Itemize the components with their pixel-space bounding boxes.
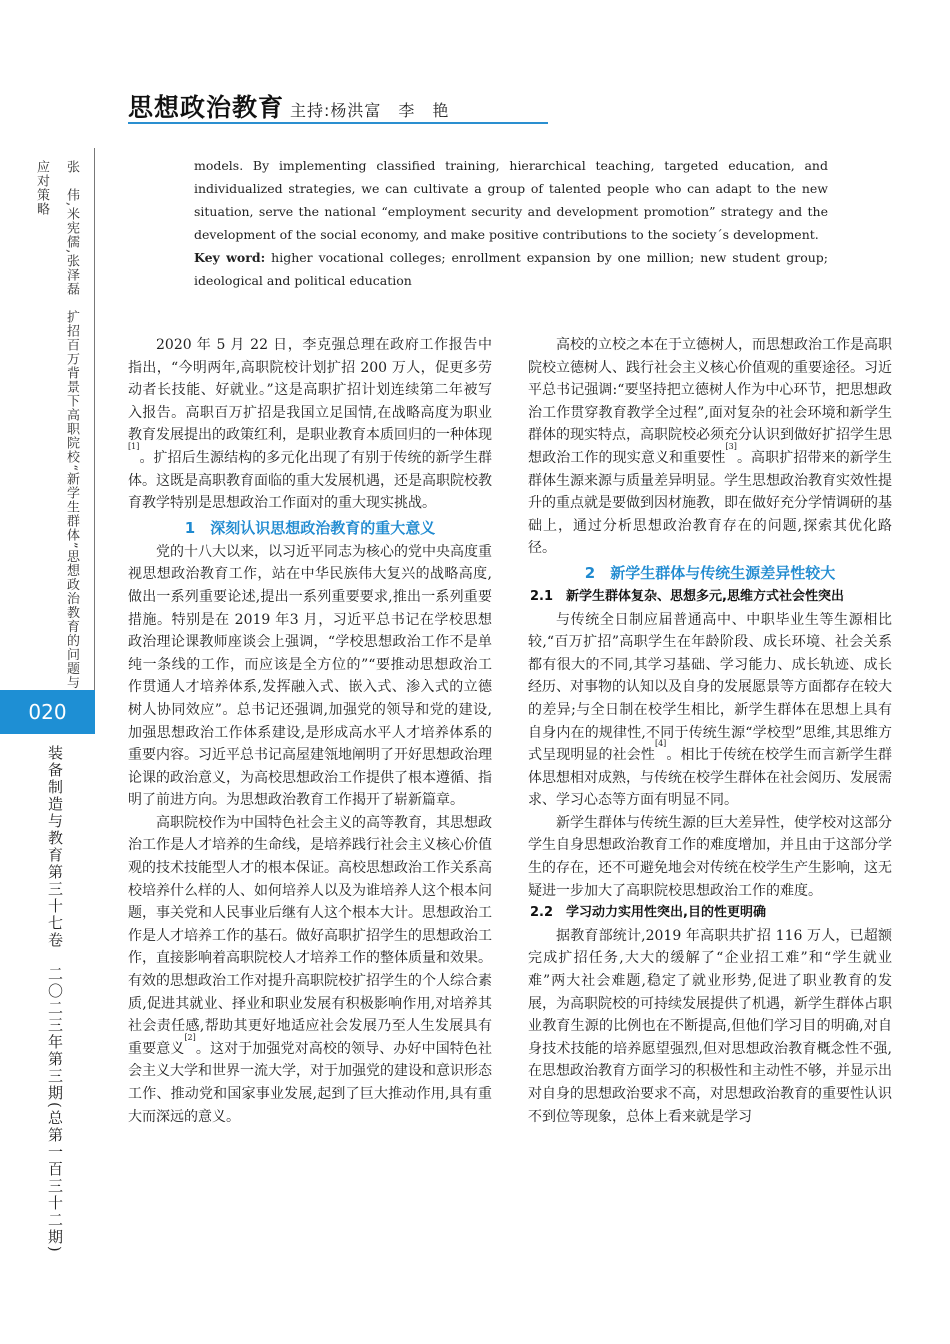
sidebar-article-title: 张 伟,米宪儒,张泽磊 扩招百万背景下高职院校“新学生群体”思想政治教育的问题与应对策略 bbox=[34, 160, 79, 690]
right-column bbox=[528, 334, 892, 1128]
paragraph: 据教育部统计,2019 年高职共扩招 116 万人，已超额完成扩招任务,大大的缓解了“企业招工难”和“学生就业难”两大社会难题,稳定了就业形势,促进了职业教育的发展，为高职院校的可持续发展提供了机遇，新学生群体占职业教育生源的比例也在不断提高,但他们学习目的明确,对自身技术技能的培养愿望强烈,但对思想政治教育概念性不强,在思想政治教育方面学习的积极性和主动性不够，并显示出对自身的思想政治要求不高，对思想政治教育的重要性认识不到位等现象，总体上看来就是学习 bbox=[528, 927, 892, 1125]
header-rule bbox=[128, 122, 548, 124]
citation: [3] bbox=[725, 441, 737, 451]
paragraph bbox=[528, 334, 892, 560]
paragraph: 新学生群体与传统生源的巨大差异性，使学校对这部分学生自身思想政治教育工作的难度增加，并且由于这部分学生的存在，还不可避免地会对传统在校学生产生影响，这无疑进一步加大了高职院校思想政治工作的难度。 bbox=[528, 814, 892, 899]
paragraph-text: 高职院校作为中国特色社会主义的高等教育，其思想政治工作是人才培养的生命线，是培养践行社会主义核心价值观的技术技能型人才的根本保证。高校思想政治工作关系高校培养什么样的人、如何培养人以及为谁培养人这个根本问题，事关党和人民事业后继有人这个根本大计。思想政治工作是人才培养工作的基石。做好高职扩招学生的思想政治工作，直接影响着高职院校人才培养工作的整体质量和效果。有效的思想政治工作对提升高职院校扩招学生的个人综合素质,促进其就业、择业和职业发展有积极影响作用,对培养其社会责任感,帮助其更好地适应社会发展乃至人生发展具有重要意义 bbox=[128, 814, 492, 1057]
page-number: 020 bbox=[28, 700, 67, 724]
paragraph bbox=[128, 812, 492, 1128]
abstract-block bbox=[194, 154, 828, 292]
subsection-heading-2-2: 2.2 学习动力实用性突出,目的性更明确 bbox=[530, 905, 766, 921]
sidebar-divider bbox=[94, 148, 95, 693]
page-number-tab bbox=[0, 690, 95, 734]
citation: [4] bbox=[654, 739, 667, 749]
section-heading-1: 1 深刻认识思想政治教育的重大意义 bbox=[184, 518, 436, 537]
left-column bbox=[128, 334, 492, 1128]
subsection-heading-2-1: 2.1 新学生群体复杂、思想多元,思维方式社会性突出 bbox=[530, 588, 844, 604]
paragraph-text: 。这对于加强党对高校的领导、办好中国特色社会主义大学和世界一流大学，对于加强党的建设和意识形态工作、推动党和国家事业发展,起到了巨大推动作用,具有重大而深远的意义。 bbox=[128, 1040, 493, 1125]
keywords-text: higher vocational colleges; enrollment expansion by one million; new student group; ideological and political education bbox=[194, 250, 828, 288]
paragraph bbox=[528, 609, 892, 812]
paragraph bbox=[128, 334, 492, 515]
section-host: 主持:杨洪富 李 艳 bbox=[290, 101, 450, 120]
paragraph-text: 。扩招后生源结构的多元化出现了有别于传统的新学生群体。这既是高职教育面临的重大发展机遇，还是高职院校教育教学特别是思想政治工作面对的重大现实挑战。 bbox=[128, 449, 492, 512]
paragraph-text: 与传统全日制应届普通高中、中职毕业生等生源相比较,“百万扩招”高职学生在年龄阶段、成长环境、社会关系都有很大的不同,其学习基础、学习能力、成长轨迹、成长经历、对事物的认知以及自身的发展愿景等方面都存在较大的差异;与全日制在校学生相比，新学生群体在思想上具有自身内在的规律性,不同于传统生源“学校型”思维,其思维方式呈现明显的社会性 bbox=[528, 611, 892, 764]
citation: [2] bbox=[184, 1032, 196, 1042]
abstract-text: models. By implementing classified training, hierarchical teaching, targeted education, and individualized strategies, we can cultivate a group of talented people who can adapt to the new situation, serve the national “employment security and development promotion” strategy and the development of the social economy, and make positive contributions to the society´s development. bbox=[194, 158, 828, 242]
sidebar-journal-info: 装备制造与教育第三十七卷 二〇二三年第三期(总第一百三十二期) bbox=[46, 745, 64, 1254]
section-title: 思想政治教育 bbox=[128, 93, 285, 122]
paragraph-text: 。高职扩招带来的新学生群体生源来源与质量差异明显。学生思想政治教育实效性提升的重点就是要做到因材施教，即在做好充分学情调研的基础上，通过分析思想政治教育存在的问题,探索其优化路径。 bbox=[528, 449, 893, 557]
paragraph-text: 高校的立校之本在于立德树人，而思想政治工作是高职院校立德树人、践行社会主义核心价值观的重要途径。习近平总书记强调:“要坚持把立德树人作为中心环节，把思想政治工作贯穿教育教学全过程”,面对复杂的社会环境和新学生群体的现实特点，高职院校必须充分认识到做好扩招学生思想政治工作的现实意义和重要性 bbox=[528, 337, 892, 466]
keywords-line bbox=[194, 246, 828, 292]
paragraph-text: 。相比于传统在校学生而言新学生群体思想相对成熟，与传统在校学生群体在社会阅历、发展需求、学习心态等方面有明显不同。 bbox=[528, 747, 893, 809]
paragraph: 党的十八大以来，以习近平同志为核心的党中央高度重视思想政治教育工作，站在中华民族伟大复兴的战略高度,做出一系列重要论述,提出一系列重要要求,推出一系列重要措施。特别是在 2019 年3 月，习近平总书记在学校思想政治理论课教师座谈会上强调，“学校思想政治工作不是单纯一条线的工作，而应该是全方位的”“要推动思想政治工作贯通人才培养体系,发挥融入式、嵌入式、渗入式的立德树人协同效应”。总书记还强调,加强党的领导和党的建设,加强思想政治工作体系建设,是形成高水平人才培养体系的重要内容。习近平总书记高屋建瓴地阐明了开好思想政治理论课的政治意义，为高校思想政治工作提供了根本遵循、指明了前进方向。为思想政治教育工作揭开了崭新篇章。 bbox=[128, 543, 492, 809]
section-heading-2: 2 新学生群体与传统生源差异性较大 bbox=[584, 563, 836, 582]
paragraph-text: 2020 年 5 月 22 日，李克强总理在政府工作报告中指出，“今明两年,高职院校计划扩招 200 万人，促更多劳动者长技能、好就业。”这是高职扩招计划连续第二年被写入报告。高职百万扩招是我国立足国情,在战略高度为职业教育发展提出的政策红利，是职业教育本质回归的一种体现 bbox=[128, 337, 492, 444]
citation: [1] bbox=[128, 441, 140, 451]
keywords-label: Key word: bbox=[194, 250, 266, 265]
